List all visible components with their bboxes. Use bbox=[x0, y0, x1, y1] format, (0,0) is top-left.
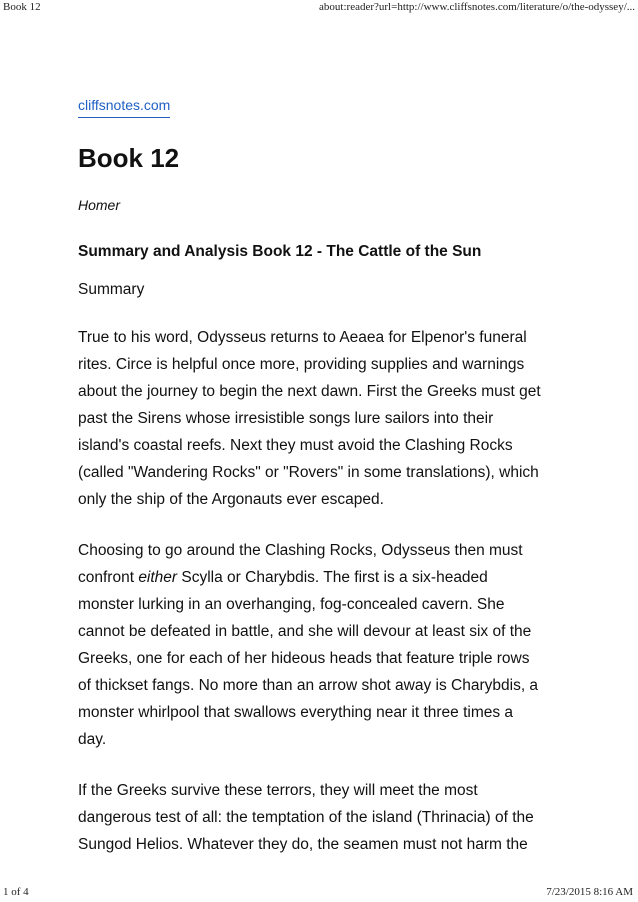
print-header-page-title: Book 12 bbox=[3, 1, 41, 13]
paragraph-line: monster lurking in an overhanging, fog-concealed cavern. She bbox=[78, 596, 505, 613]
paragraph-line: If the Greeks survive these terrors, they will meet the most bbox=[78, 782, 478, 799]
paragraph-1 bbox=[78, 324, 568, 513]
paragraph-line: day. bbox=[78, 731, 107, 748]
paragraph-3 bbox=[78, 777, 568, 858]
paragraph-line: True to his word, Odysseus returns to Aeaea for Elpenor's funeral bbox=[78, 329, 527, 346]
print-footer-timestamp: 7/23/2015 8:16 AM bbox=[546, 886, 633, 898]
paragraph-line: Choosing to go around the Clashing Rocks, Odysseus then must bbox=[78, 542, 523, 559]
paragraph-line: past the Sirens whose irresistible songs lure sailors into their bbox=[78, 410, 494, 427]
text-run: confront bbox=[78, 569, 139, 586]
paragraph-line: island's coastal reefs. Next they must avoid the Clashing Rocks bbox=[78, 437, 513, 454]
article-author: Homer bbox=[78, 197, 121, 213]
section-heading-summary: Summary bbox=[78, 281, 145, 298]
paragraph-line: of thickset fangs. No more than an arrow shot away is Charybdis, a bbox=[78, 677, 539, 694]
paragraph-line: only the ship of the Argonauts ever escaped. bbox=[78, 491, 384, 508]
paragraph-line: (called "Wandering Rocks" or "Rovers" in some translations), which bbox=[78, 464, 539, 481]
paragraph-line: monster whirlpool that swallows everything near it three times a bbox=[78, 704, 514, 721]
print-footer bbox=[3, 886, 635, 898]
source-domain-link[interactable]: cliffsnotes.com bbox=[78, 96, 170, 118]
article-subtitle: Summary and Analysis Book 12 - The Cattle of the Sun bbox=[78, 243, 482, 260]
text-run: Scylla or Charybdis. The first is a six-headed bbox=[177, 569, 488, 586]
paragraph-line: dangerous test of all: the temptation of the island (Thrinacia) of the bbox=[78, 809, 534, 826]
paragraph-line: rites. Circe is helpful once more, providing supplies and warnings bbox=[78, 356, 525, 373]
reader-article bbox=[78, 96, 568, 858]
print-footer-page-count: 1 of 4 bbox=[3, 886, 29, 898]
print-header-url: about:reader?url=http://www.cliffsnotes.com/literature/o/the-odyssey/... bbox=[319, 1, 635, 13]
paragraph-line: Sungod Helios. Whatever they do, the seamen must not harm the bbox=[78, 836, 528, 853]
paragraph-line: Greeks, one for each of her hideous heads that feature triple rows bbox=[78, 650, 530, 667]
print-header bbox=[3, 1, 635, 13]
paragraph-line: cannot be defeated in battle, and she will devour at least six of the bbox=[78, 623, 532, 640]
emphasis-text: either bbox=[138, 569, 178, 586]
article-title: Book 12 bbox=[78, 143, 180, 173]
paragraph-line: about the journey to begin the next dawn. First the Greeks must get bbox=[78, 383, 541, 400]
paragraph-line bbox=[78, 564, 568, 591]
paragraph-2 bbox=[78, 537, 568, 753]
